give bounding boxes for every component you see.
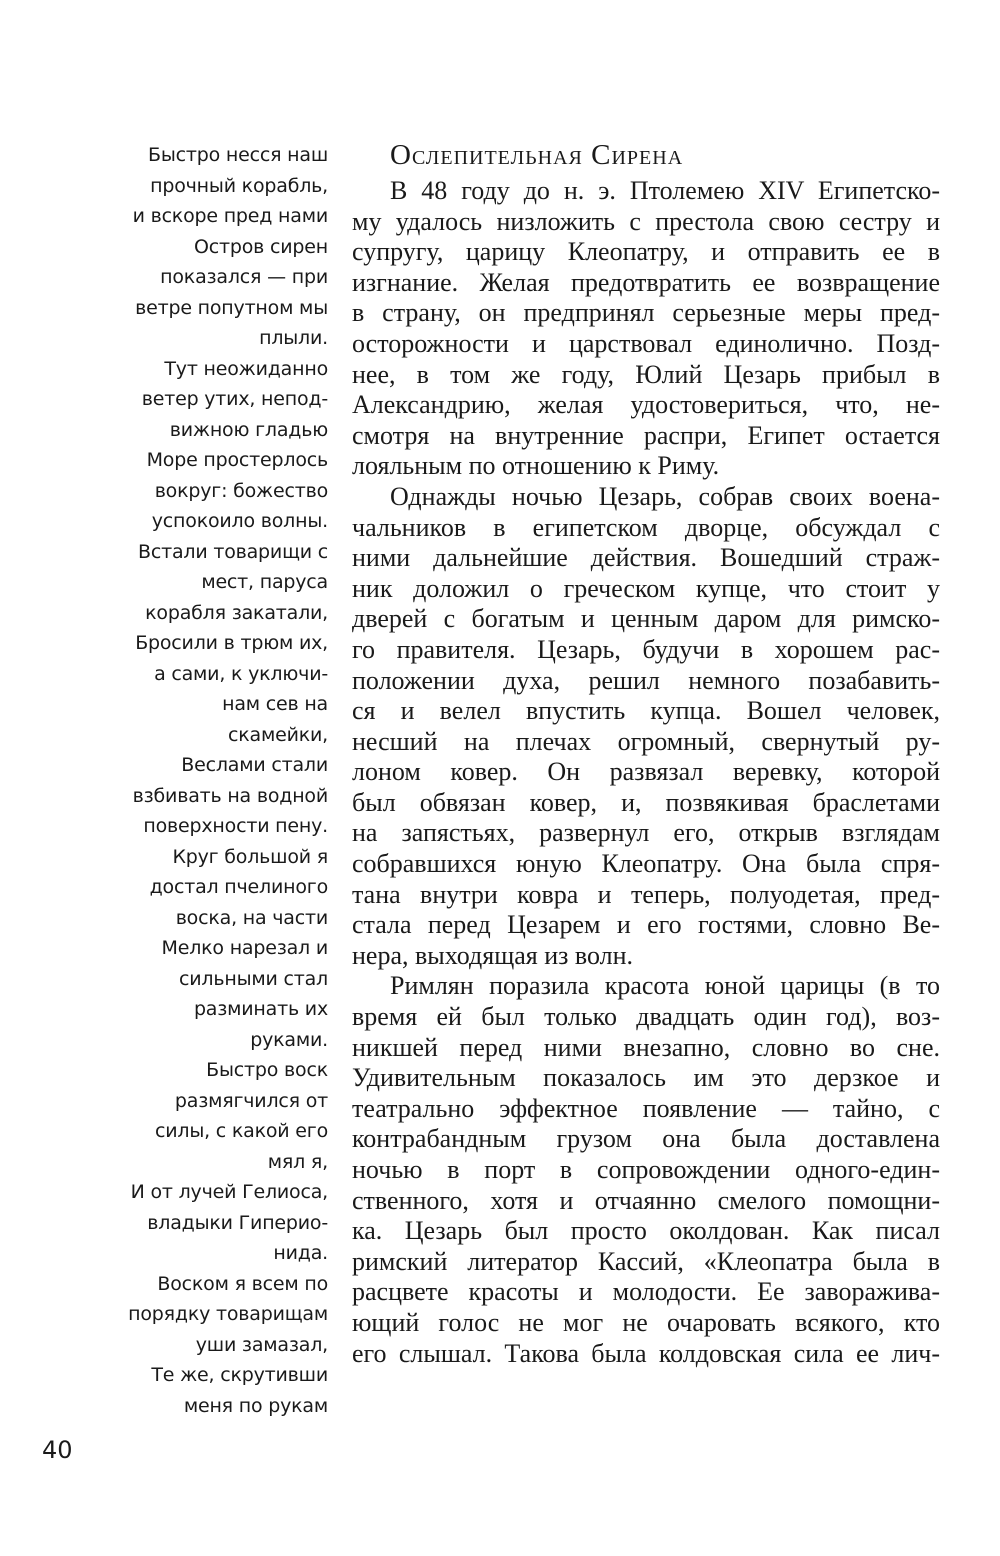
sidebar-line: Бросили в трюм их,	[135, 632, 328, 654]
paragraph-line: собравшихся юную Клеопатру. Она была спря-	[352, 849, 940, 879]
paragraph-line: смотря на внутренние распри, Египет остается	[352, 420, 940, 450]
sidebar-line: Воском я всем по	[157, 1272, 328, 1295]
sidebar-line: вижною гладью	[169, 418, 328, 441]
sidebar-line: Тут неожиданно	[164, 357, 328, 380]
sidebar-line: мест, паруса	[201, 571, 328, 593]
sidebar-line: нам сев на	[222, 693, 328, 715]
sidebar-line: Море простерлось	[146, 449, 328, 471]
paragraph-line: Однажды ночью Цезарь, собрав своих воена-	[390, 481, 940, 511]
paragraph-line: театрально эффектное появление — тайно, с	[352, 1093, 940, 1123]
sidebar-line: плыли.	[259, 327, 328, 349]
body-paragraphs	[352, 176, 940, 1369]
paragraph-line: в страну, он предпринял серьезные меры пред-	[352, 298, 940, 328]
paragraph-line: Александрию, желая удостовериться, что, не-	[352, 390, 940, 420]
paragraph-line: В 48 году до н. э. Птолемею XIV Египетско-	[390, 176, 940, 205]
paragraph-line: на запястьях, развернул его, открыв взглядам	[352, 818, 940, 848]
paragraph-line: изгнание. Желая предотвратить ее возвращение	[352, 267, 940, 297]
sidebar-line: вокруг: божество	[154, 479, 328, 502]
paragraph-line: был обвязан ковер, и, позвякивая браслетами	[352, 787, 940, 817]
sidebar-line: сильными стал	[179, 967, 328, 990]
paragraph-line: время ей был только двадцать один год), воз-	[352, 1002, 940, 1032]
paragraph-line: ственного, хотя и отчаянно смелого помощни-	[352, 1185, 940, 1215]
sidebar-line: ветре попутном мы	[135, 296, 328, 319]
sidebar-line: меня по рукам	[183, 1394, 328, 1417]
sidebar-line: успокоило волны.	[151, 510, 328, 532]
sidebar-line: нида.	[273, 1242, 328, 1264]
paragraph-line: нее, в том же году, Юлий Цезарь прибыл в	[352, 359, 940, 389]
sidebar-line: И от лучей Гелиоса,	[130, 1181, 328, 1203]
sidebar-line: силы, с какой его	[154, 1120, 328, 1142]
paragraph-line: осторожности и царствовал единолично. Позд-	[352, 328, 940, 358]
sidebar-line: Быстро несся наш	[148, 144, 328, 166]
paragraph-line: го правителя. Цезарь, будучи в хорошем рас-	[352, 634, 940, 664]
sidebar-line: Встали товарищи с	[138, 540, 328, 563]
paragraph-line: расцвете красоты и молодости. Ее заворажива-	[352, 1277, 940, 1307]
paragraph-line: нера, выходящая из волн.	[352, 940, 634, 970]
paragraph-line: лоном ковер. Он развязал веревку, которой	[352, 757, 940, 787]
sidebar-line: корабля закатали,	[145, 601, 328, 624]
paragraph-line: лояльным по отношению к Риму.	[352, 451, 720, 481]
sidebar-line: поверхности пену.	[143, 815, 328, 837]
sidebar-line: владыки Гиперио-	[147, 1211, 328, 1234]
paragraph-line: ка. Цезарь был просто околдован. Как писал	[352, 1216, 940, 1246]
paragraph-line: Римлян поразила красота юной царицы (в то	[390, 971, 940, 1001]
sidebar-line: достал пчелиного	[149, 876, 328, 898]
paragraph-line: положении духа, решил немного позабавить-	[352, 665, 940, 695]
paragraph-line: контрабандным грузом она была доставлена	[352, 1124, 940, 1154]
paragraph-line: римский литератор Кассий, «Клеопатра была в	[352, 1246, 940, 1276]
paragraph-line: ночью в порт в сопровождении одного-един-	[352, 1155, 940, 1184]
paragraph-line: супругу, царицу Клеопатру, и отправить ее в	[352, 237, 940, 267]
sidebar-line: Быстро воск	[206, 1059, 328, 1081]
sidebar-line: порядку товарищам	[128, 1303, 328, 1325]
sidebar-line: Мелко нарезал и	[161, 937, 328, 959]
sidebar-line: Те же, скрутивши	[151, 1364, 328, 1386]
paragraph-line: несший на плечах огромный, свернутый ру-	[352, 726, 940, 756]
paragraph-line: дверей с богатым и ценным даром для римско-	[352, 604, 940, 634]
paragraph-line: стала перед Цезарем и его гостями, словно Ве-	[352, 910, 940, 940]
sidebar-line: прочный корабль,	[150, 174, 328, 197]
paragraph-line: ющий голос не мог не очаровать всякого, кто	[352, 1307, 940, 1337]
sidebar-poem	[118, 140, 328, 1421]
sidebar-line: ветер утих, непод-	[141, 388, 328, 410]
paragraph-line: никшей перед ними внезапно, словно во сне.	[352, 1032, 940, 1062]
main-text	[352, 136, 940, 1369]
sidebar-line: а сами, к уключи-	[154, 662, 328, 685]
page-number: 40	[42, 1436, 73, 1464]
paragraph-line: Удивительным показалось им это дерзкое и	[352, 1063, 940, 1093]
paragraph-line: ся и велел впустить купца. Вошел человек,	[352, 696, 940, 726]
section-heading: Ослепительная Сирена	[390, 139, 684, 171]
sidebar-line: скамейки,	[227, 723, 328, 746]
paragraph-line: му удалось низложить с престола свою сестру и	[352, 206, 940, 236]
paragraph	[352, 482, 940, 972]
sidebar-line: взбивать на водной	[132, 784, 328, 807]
sidebar-line: разминать их	[193, 998, 328, 1020]
paragraph	[352, 176, 940, 482]
sidebar-line: мял я,	[267, 1150, 328, 1173]
paragraph-line: ник доложил о греческом купце, что стоит у	[352, 573, 940, 603]
paragraph-line: его слышал. Такова была колдовская сила ее лич-	[352, 1338, 940, 1368]
sidebar-line: показался — при	[160, 266, 328, 288]
paragraph-line: ними дальнейшие действия. Вошедший страж-	[352, 543, 940, 573]
paragraph	[352, 971, 940, 1369]
sidebar-line: размягчился от	[174, 1089, 328, 1112]
sidebar-line: Остров сирен	[194, 235, 328, 258]
sidebar-line: руками.	[250, 1028, 328, 1051]
sidebar-line: Веслами стали	[181, 754, 328, 776]
sidebar-line: Круг большой я	[172, 845, 328, 868]
sidebar-line: и вскоре пред нами	[132, 205, 328, 227]
sidebar-line: воска, на части	[175, 906, 328, 929]
paragraph-line: тана внутри ковра и теперь, полуодетая, пред-	[352, 879, 940, 909]
paragraph-line: чальников в египетском дворце, обсуждал с	[352, 512, 940, 542]
sidebar-line: уши замазал,	[195, 1333, 328, 1356]
